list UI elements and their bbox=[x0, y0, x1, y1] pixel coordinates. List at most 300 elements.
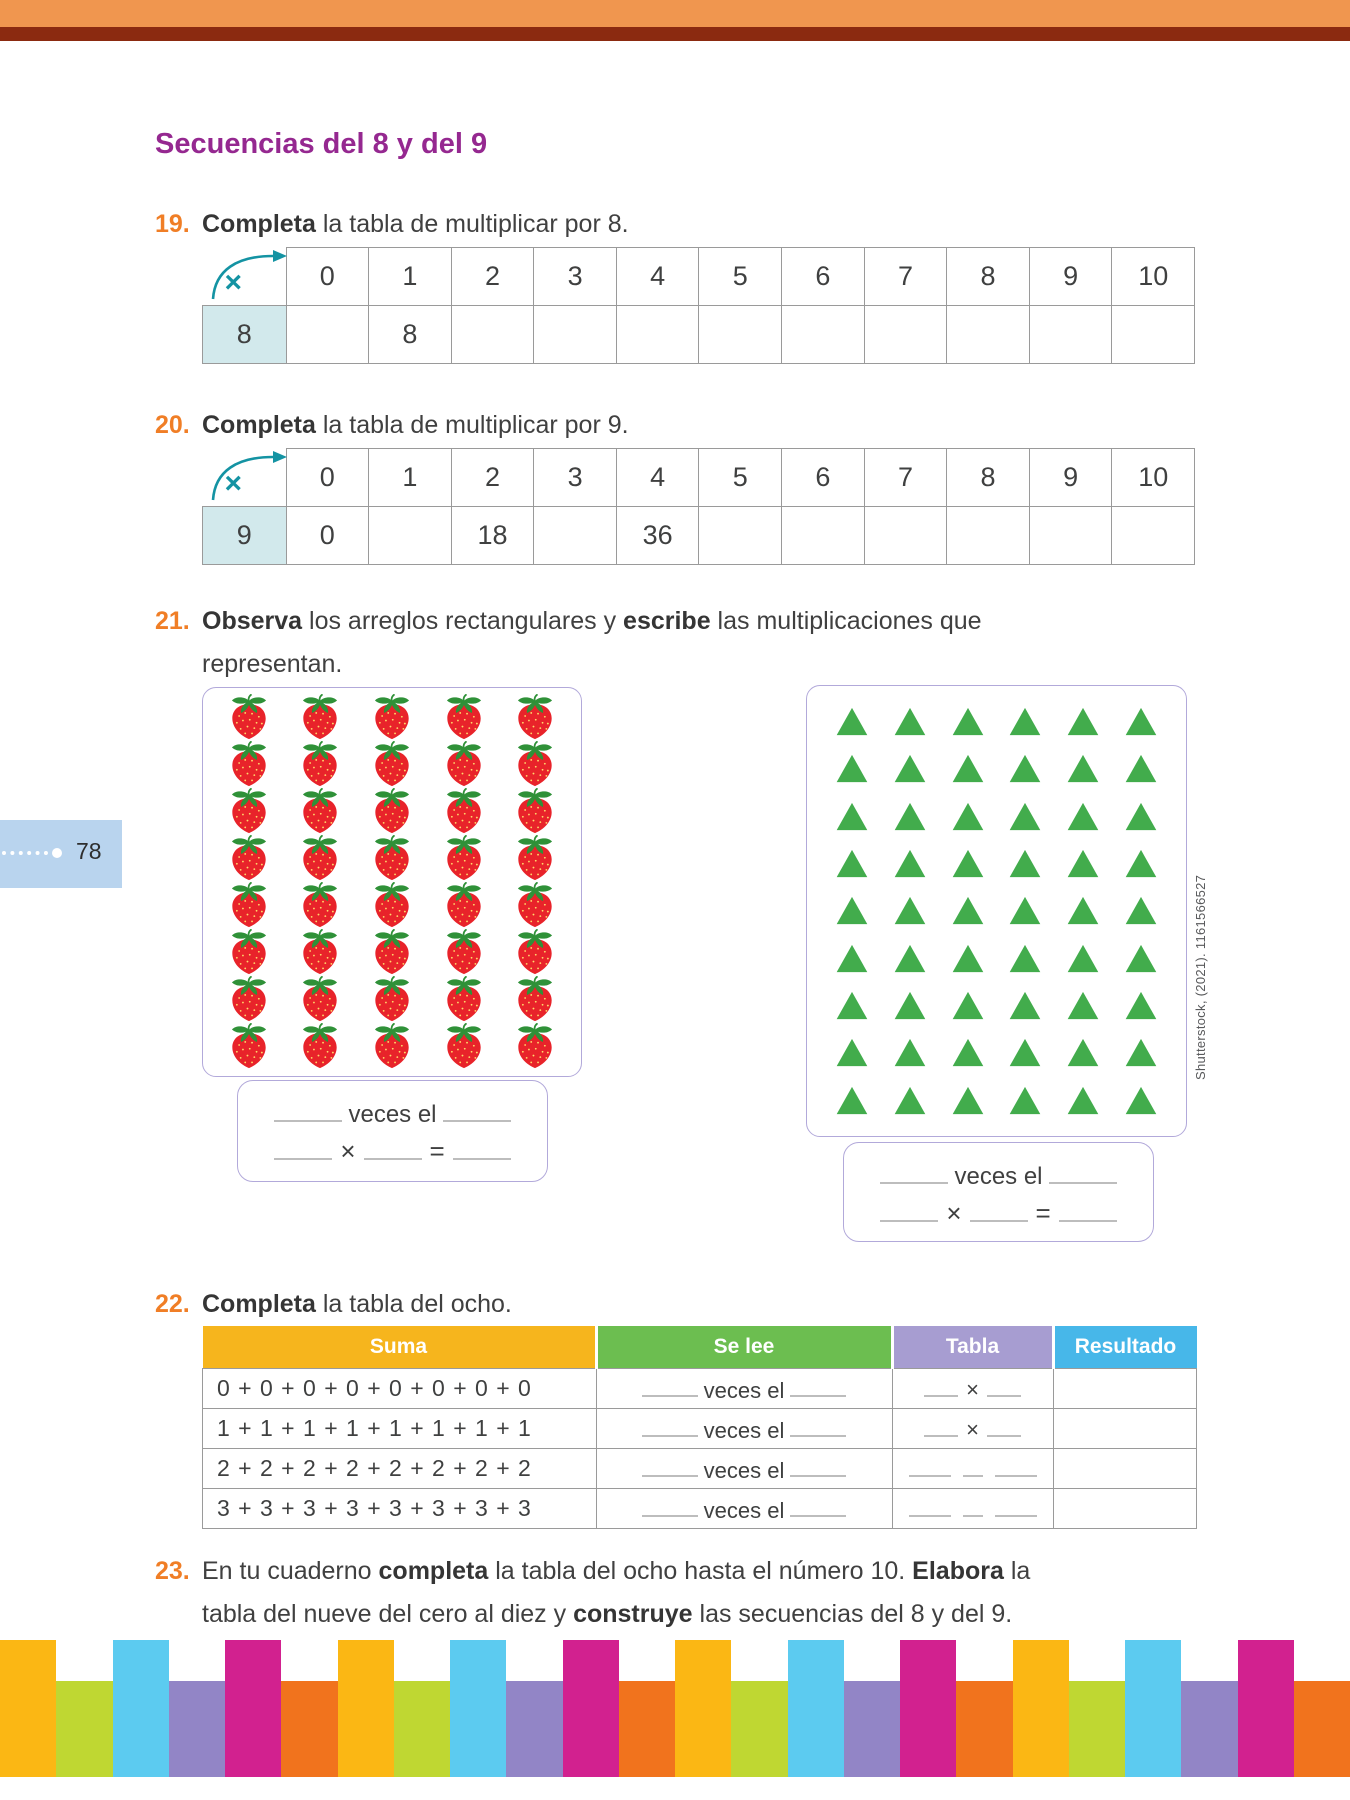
times-operator-cell bbox=[203, 449, 287, 507]
triangle-icon bbox=[1066, 801, 1100, 832]
strawberry-cell bbox=[285, 1023, 357, 1070]
triangle-icon bbox=[1008, 848, 1042, 879]
veces-el-label: veces el bbox=[703, 1497, 785, 1523]
equals-symbol: = bbox=[429, 1135, 445, 1166]
factor-header-cell: 0 bbox=[286, 449, 369, 507]
strawberry-cell bbox=[428, 976, 500, 1023]
triangle-cell bbox=[1054, 1077, 1112, 1124]
triangle-cell bbox=[996, 1029, 1054, 1076]
text-segment: la tabla de multiplicar por 9. bbox=[315, 411, 629, 439]
strawberry-icon bbox=[369, 929, 415, 976]
triangle-icon bbox=[1066, 943, 1100, 974]
triangle-icon bbox=[951, 801, 985, 832]
triangle-cell bbox=[939, 982, 997, 1029]
exercise-21 bbox=[155, 600, 1235, 685]
answer-blank[interactable] bbox=[790, 1494, 846, 1518]
text-segment: tabla del nueve del cero al diez y bbox=[202, 1599, 574, 1628]
factor-header-cell: 7 bbox=[864, 248, 947, 306]
strawberry-cell bbox=[428, 741, 500, 788]
triangle-cell bbox=[1112, 840, 1170, 887]
empty-answer-cell[interactable] bbox=[699, 306, 782, 364]
strawberry-cell bbox=[499, 882, 571, 929]
strawberry-icon bbox=[369, 1023, 415, 1070]
multiplication-table bbox=[202, 448, 1195, 565]
triangle-icon bbox=[893, 848, 927, 879]
veces-el-label: veces el bbox=[954, 1162, 1043, 1190]
triangle-cell bbox=[823, 982, 881, 1029]
answer-blank[interactable] bbox=[924, 1414, 958, 1438]
column-header-se-lee: Se lee bbox=[596, 1326, 892, 1369]
triangle-icon bbox=[1008, 990, 1042, 1021]
triangle-icon bbox=[893, 1037, 927, 1068]
strawberry-cell bbox=[213, 976, 285, 1023]
triangle-cell bbox=[939, 698, 997, 745]
exercise-19-number: 19. bbox=[155, 210, 190, 238]
strawberry-cell bbox=[285, 694, 357, 741]
footer-color-bars bbox=[0, 1640, 1350, 1777]
footer-bar bbox=[225, 1640, 281, 1777]
times-operator-cell bbox=[203, 248, 287, 306]
times-symbol: × bbox=[224, 265, 243, 299]
triangle-icon bbox=[951, 1037, 985, 1068]
times-symbol: × bbox=[340, 1135, 356, 1166]
strawberry-icon bbox=[512, 882, 558, 929]
triangle-cell bbox=[1054, 887, 1112, 934]
triangle-cell bbox=[1112, 745, 1170, 792]
exercise-22-number: 22. bbox=[155, 1290, 190, 1318]
triangle-icon bbox=[1066, 848, 1100, 879]
text-segment: las secuencias del 8 y del 9. bbox=[692, 1599, 1013, 1628]
multiplication-table bbox=[202, 247, 1195, 364]
row-label-cell: 9 bbox=[203, 507, 287, 565]
exercise-20 bbox=[155, 404, 1235, 447]
strawberry-cell bbox=[213, 694, 285, 741]
footer-bar bbox=[113, 1640, 169, 1777]
footer-bar bbox=[0, 1640, 56, 1777]
strawberry-cell bbox=[356, 1023, 428, 1070]
triangle-cell bbox=[1112, 698, 1170, 745]
strawberry-icon bbox=[512, 788, 558, 835]
triangle-cell bbox=[1054, 698, 1112, 745]
empty-answer-cell[interactable] bbox=[451, 306, 534, 364]
text-segment: la tabla de multiplicar por 8. bbox=[315, 210, 629, 238]
answer-blank[interactable] bbox=[963, 1454, 983, 1478]
strawberry-cell bbox=[499, 929, 571, 976]
times-symbol: × bbox=[966, 1417, 979, 1443]
triangle-icon bbox=[1066, 895, 1100, 926]
factor-header-cell: 2 bbox=[451, 449, 534, 507]
factor-header-cell: 5 bbox=[699, 449, 782, 507]
answer-blank[interactable] bbox=[642, 1454, 698, 1478]
factor-header-cell: 8 bbox=[947, 449, 1030, 507]
empty-answer-cell[interactable] bbox=[1112, 306, 1195, 364]
triangle-icon bbox=[893, 1085, 927, 1116]
answer-blank[interactable] bbox=[909, 1454, 951, 1478]
answer-blank[interactable] bbox=[642, 1414, 698, 1438]
strawberry-cell bbox=[213, 1023, 285, 1070]
strawberry-cell bbox=[499, 788, 571, 835]
triangle-icon bbox=[835, 895, 869, 926]
exercise-22-text bbox=[202, 1283, 512, 1326]
footer-bar bbox=[844, 1681, 900, 1777]
triangle-cell bbox=[823, 1029, 881, 1076]
strawberry-icon bbox=[369, 835, 415, 882]
triangle-cell bbox=[996, 982, 1054, 1029]
empty-answer-cell[interactable] bbox=[286, 306, 369, 364]
triangle-icon bbox=[1124, 801, 1158, 832]
factor-header-cell: 9 bbox=[1029, 449, 1112, 507]
answer-blank[interactable] bbox=[790, 1374, 846, 1398]
strawberry-icon bbox=[441, 835, 487, 882]
strawberry-icon bbox=[441, 741, 487, 788]
strawberry-icon bbox=[226, 741, 272, 788]
footer-bar bbox=[169, 1681, 225, 1777]
strawberry-icon bbox=[297, 882, 343, 929]
triangle-cell bbox=[1112, 1077, 1170, 1124]
exercise-23-number: 23. bbox=[155, 1557, 190, 1585]
strawberry-icon bbox=[441, 929, 487, 976]
answer-blank[interactable] bbox=[274, 1097, 342, 1122]
factor-header-cell: 4 bbox=[616, 248, 699, 306]
triangle-icon bbox=[1124, 706, 1158, 737]
text-segment: las multiplicaciones que bbox=[710, 607, 982, 635]
triangle-icon bbox=[1124, 1037, 1158, 1068]
resultado-cell[interactable] bbox=[1053, 1369, 1197, 1409]
text-segment: la bbox=[1003, 1557, 1031, 1585]
strawberry-cell bbox=[213, 882, 285, 929]
strawberry-cell bbox=[428, 788, 500, 835]
triangle-icon bbox=[893, 895, 927, 926]
suma-cell: 1 + 1 + 1 + 1 + 1 + 1 + 1 + 1 bbox=[203, 1409, 597, 1449]
answer-blank[interactable] bbox=[987, 1414, 1021, 1438]
answer-blank[interactable] bbox=[790, 1454, 846, 1478]
answer-blank[interactable] bbox=[987, 1374, 1021, 1398]
factor-header-cell: 6 bbox=[782, 248, 865, 306]
triangle-cell bbox=[881, 840, 939, 887]
strawberry-icon bbox=[297, 976, 343, 1023]
empty-answer-cell[interactable] bbox=[369, 507, 452, 565]
triangle-cell bbox=[996, 935, 1054, 982]
strawberry-icon bbox=[369, 694, 415, 741]
strawberry-icon bbox=[226, 835, 272, 882]
triangle-icon bbox=[951, 706, 985, 737]
answer-blank[interactable] bbox=[364, 1135, 422, 1160]
triangle-cell bbox=[1054, 982, 1112, 1029]
triangle-icon bbox=[1008, 1037, 1042, 1068]
strawberry-icon bbox=[226, 929, 272, 976]
strawberry-icon bbox=[512, 976, 558, 1023]
triangle-icon bbox=[835, 706, 869, 737]
strawberry-array-panel bbox=[202, 687, 582, 1077]
footer-bar bbox=[731, 1681, 787, 1777]
triangle-cell bbox=[823, 1077, 881, 1124]
strawberry-cell bbox=[285, 835, 357, 882]
strawberry-cell bbox=[356, 929, 428, 976]
multiplication-table-9-wrap bbox=[202, 448, 1195, 565]
resultado-cell[interactable] bbox=[1053, 1409, 1197, 1449]
text-segment: la tabla del ocho. bbox=[315, 1290, 512, 1318]
curved-arrow-icon bbox=[203, 248, 289, 305]
product-cell: 36 bbox=[616, 507, 699, 565]
exercise-19-text bbox=[202, 203, 629, 246]
dot-icon bbox=[52, 848, 62, 858]
column-header-tabla: Tabla bbox=[892, 1326, 1053, 1369]
footer-bar bbox=[1125, 1640, 1181, 1777]
strawberry-icon bbox=[297, 694, 343, 741]
product-cell: 8 bbox=[369, 306, 452, 364]
footer-bar bbox=[394, 1681, 450, 1777]
factor-header-cell: 3 bbox=[534, 248, 617, 306]
footer-bar bbox=[1069, 1681, 1125, 1777]
strawberry-icon bbox=[297, 788, 343, 835]
strawberry-cell bbox=[213, 835, 285, 882]
empty-answer-cell[interactable] bbox=[534, 507, 617, 565]
factor-header-cell: 9 bbox=[1029, 248, 1112, 306]
triangle-cell bbox=[1112, 935, 1170, 982]
page-title: Secuencias del 8 y del 9 bbox=[155, 128, 488, 160]
text-segment: Elabora bbox=[912, 1557, 1004, 1585]
triangle-cell bbox=[996, 887, 1054, 934]
factor-header-cell: 6 bbox=[782, 449, 865, 507]
multiplication-line bbox=[238, 1135, 547, 1167]
exercise-23 bbox=[155, 1550, 1235, 1635]
triangle-cell bbox=[1054, 1029, 1112, 1076]
exercise-22 bbox=[155, 1283, 1235, 1326]
answer-blank[interactable] bbox=[1049, 1159, 1117, 1184]
answer-blank[interactable] bbox=[1059, 1197, 1117, 1222]
se-lee-cell bbox=[596, 1369, 892, 1409]
footer-bar bbox=[956, 1681, 1012, 1777]
empty-answer-cell[interactable] bbox=[1112, 507, 1195, 565]
answer-blank[interactable] bbox=[453, 1135, 511, 1160]
triangle-icon bbox=[951, 895, 985, 926]
triangle-cell bbox=[939, 935, 997, 982]
times-symbol: × bbox=[966, 1377, 979, 1403]
factor-header-cell: 3 bbox=[534, 449, 617, 507]
empty-answer-cell[interactable] bbox=[947, 507, 1030, 565]
triangle-cell bbox=[881, 698, 939, 745]
strawberry-cell bbox=[285, 788, 357, 835]
triangle-icon bbox=[835, 1037, 869, 1068]
column-header-resultado: Resultado bbox=[1053, 1326, 1197, 1369]
footer-bar bbox=[338, 1640, 394, 1777]
triangle-icon bbox=[893, 801, 927, 832]
veces-el-label: veces el bbox=[703, 1377, 785, 1403]
times-symbol: × bbox=[224, 466, 243, 500]
strawberry-cell bbox=[428, 694, 500, 741]
table-row bbox=[203, 1369, 1197, 1409]
resultado-cell[interactable] bbox=[1053, 1449, 1197, 1489]
factor-header-cell: 5 bbox=[699, 248, 782, 306]
tabla-cell bbox=[892, 1449, 1053, 1489]
strawberry-answer-box bbox=[237, 1080, 548, 1182]
answer-blank[interactable] bbox=[970, 1197, 1028, 1222]
strawberry-icon bbox=[512, 694, 558, 741]
strawberry-icon bbox=[226, 1023, 272, 1070]
text-segment: construye bbox=[573, 1599, 693, 1628]
triangle-cell bbox=[939, 840, 997, 887]
strawberry-cell bbox=[356, 741, 428, 788]
triangle-cell bbox=[996, 1077, 1054, 1124]
triangle-cell bbox=[823, 935, 881, 982]
triangle-icon bbox=[951, 848, 985, 879]
strawberry-cell bbox=[499, 976, 571, 1023]
strawberry-cell bbox=[213, 741, 285, 788]
triangle-cell bbox=[939, 745, 997, 792]
strawberry-icon bbox=[512, 741, 558, 788]
factor-header-cell: 10 bbox=[1112, 248, 1195, 306]
column-header-suma: Suma bbox=[203, 1326, 597, 1369]
triangle-cell bbox=[881, 935, 939, 982]
triangle-icon bbox=[1008, 706, 1042, 737]
triangle-cell bbox=[881, 982, 939, 1029]
factor-header-cell: 0 bbox=[286, 248, 369, 306]
empty-answer-cell[interactable] bbox=[782, 507, 865, 565]
triangle-cell bbox=[1112, 1029, 1170, 1076]
empty-answer-cell[interactable] bbox=[1029, 306, 1112, 364]
curved-arrow-icon bbox=[203, 449, 289, 506]
triangle-icon bbox=[1124, 1085, 1158, 1116]
table-row bbox=[203, 1449, 1197, 1489]
answer-blank[interactable] bbox=[995, 1494, 1037, 1518]
exercise-21-text bbox=[202, 600, 982, 685]
text-segment: escribe bbox=[623, 607, 711, 635]
strawberry-icon bbox=[512, 929, 558, 976]
tabla-del-ocho-table bbox=[202, 1326, 1197, 1529]
veces-el-label: veces el bbox=[703, 1417, 785, 1443]
triangle-icon bbox=[1008, 801, 1042, 832]
footer-bar bbox=[1238, 1640, 1294, 1777]
answer-blank[interactable] bbox=[443, 1097, 511, 1122]
strawberry-icon bbox=[512, 835, 558, 882]
triangle-icon bbox=[893, 753, 927, 784]
triangle-cell bbox=[881, 793, 939, 840]
answer-blank[interactable] bbox=[880, 1159, 948, 1184]
exercise-20-number: 20. bbox=[155, 411, 190, 439]
product-cell: 0 bbox=[286, 507, 369, 565]
footer-bar bbox=[281, 1681, 337, 1777]
empty-answer-cell[interactable] bbox=[782, 306, 865, 364]
triangle-answer-box bbox=[843, 1142, 1154, 1242]
answer-blank[interactable] bbox=[274, 1135, 332, 1160]
suma-cell: 2 + 2 + 2 + 2 + 2 + 2 + 2 + 2 bbox=[203, 1449, 597, 1489]
triangle-icon bbox=[835, 1085, 869, 1116]
se-lee-cell bbox=[596, 1489, 892, 1529]
se-lee-cell bbox=[596, 1409, 892, 1449]
tabla-del-ocho-table-wrap bbox=[202, 1326, 1197, 1529]
resultado-cell[interactable] bbox=[1053, 1489, 1197, 1529]
suma-cell: 0 + 0 + 0 + 0 + 0 + 0 + 0 + 0 bbox=[203, 1369, 597, 1409]
answer-blank[interactable] bbox=[790, 1414, 846, 1438]
top-orange-bar bbox=[0, 0, 1350, 27]
tabla-cell bbox=[892, 1409, 1053, 1449]
triangle-cell bbox=[823, 793, 881, 840]
triangle-cell bbox=[939, 1029, 997, 1076]
text-segment: representan. bbox=[202, 649, 343, 678]
triangle-cell bbox=[881, 1077, 939, 1124]
veces-el-label: veces el bbox=[348, 1100, 437, 1128]
triangle-cell bbox=[1112, 887, 1170, 934]
empty-answer-cell[interactable] bbox=[699, 507, 782, 565]
triangle-icon bbox=[835, 943, 869, 974]
strawberry-cell bbox=[285, 741, 357, 788]
strawberry-icon bbox=[297, 741, 343, 788]
footer-bar bbox=[619, 1681, 675, 1777]
strawberry-cell bbox=[499, 694, 571, 741]
footer-bar bbox=[506, 1681, 562, 1777]
answer-blank[interactable] bbox=[880, 1197, 938, 1222]
answer-blank[interactable] bbox=[642, 1494, 698, 1518]
tabla-cell bbox=[892, 1369, 1053, 1409]
triangle-cell bbox=[1112, 982, 1170, 1029]
strawberry-icon bbox=[226, 882, 272, 929]
row-label-cell: 8 bbox=[203, 306, 287, 364]
triangle-icon bbox=[951, 990, 985, 1021]
strawberry-icon bbox=[441, 882, 487, 929]
empty-answer-cell[interactable] bbox=[616, 306, 699, 364]
triangle-icon bbox=[1066, 990, 1100, 1021]
strawberry-icon bbox=[441, 976, 487, 1023]
triangle-cell bbox=[1054, 745, 1112, 792]
empty-answer-cell[interactable] bbox=[534, 306, 617, 364]
answer-blank[interactable] bbox=[642, 1374, 698, 1398]
strawberry-icon bbox=[441, 1023, 487, 1070]
triangle-cell bbox=[996, 793, 1054, 840]
footer-bar bbox=[1013, 1640, 1069, 1777]
triangle-icon bbox=[1066, 753, 1100, 784]
empty-answer-cell[interactable] bbox=[1029, 507, 1112, 565]
triangle-cell bbox=[881, 887, 939, 934]
strawberry-icon bbox=[441, 694, 487, 741]
strawberry-icon bbox=[297, 929, 343, 976]
dotted-line bbox=[2, 851, 48, 855]
strawberry-cell bbox=[213, 788, 285, 835]
strawberry-icon bbox=[512, 1023, 558, 1070]
triangle-cell bbox=[823, 698, 881, 745]
triangle-icon bbox=[1066, 706, 1100, 737]
exercise-19 bbox=[155, 203, 1235, 246]
answer-blank[interactable] bbox=[995, 1454, 1037, 1478]
factor-header-cell: 1 bbox=[369, 449, 452, 507]
triangle-icon bbox=[1066, 1037, 1100, 1068]
triangle-cell bbox=[1054, 935, 1112, 982]
empty-answer-cell[interactable] bbox=[864, 507, 947, 565]
top-maroon-stripe bbox=[0, 27, 1350, 41]
triangle-icon bbox=[835, 801, 869, 832]
strawberry-icon bbox=[297, 1023, 343, 1070]
empty-answer-cell[interactable] bbox=[864, 306, 947, 364]
strawberry-cell bbox=[356, 788, 428, 835]
strawberry-cell bbox=[499, 1023, 571, 1070]
strawberry-icon bbox=[226, 976, 272, 1023]
triangle-icon bbox=[835, 990, 869, 1021]
triangle-cell bbox=[823, 887, 881, 934]
strawberry-cell bbox=[356, 694, 428, 741]
suma-cell: 3 + 3 + 3 + 3 + 3 + 3 + 3 + 3 bbox=[203, 1489, 597, 1529]
strawberry-cell bbox=[499, 741, 571, 788]
answer-blank[interactable] bbox=[963, 1494, 983, 1518]
strawberry-cell bbox=[499, 835, 571, 882]
strawberry-cell bbox=[356, 882, 428, 929]
text-segment: la tabla del ocho hasta el número 10. bbox=[488, 1557, 913, 1585]
answer-blank[interactable] bbox=[924, 1374, 958, 1398]
footer-bar bbox=[450, 1640, 506, 1777]
strawberry-icon bbox=[441, 788, 487, 835]
text-segment: Completa bbox=[202, 210, 316, 238]
empty-answer-cell[interactable] bbox=[947, 306, 1030, 364]
answer-blank[interactable] bbox=[909, 1494, 951, 1518]
strawberry-icon bbox=[297, 835, 343, 882]
